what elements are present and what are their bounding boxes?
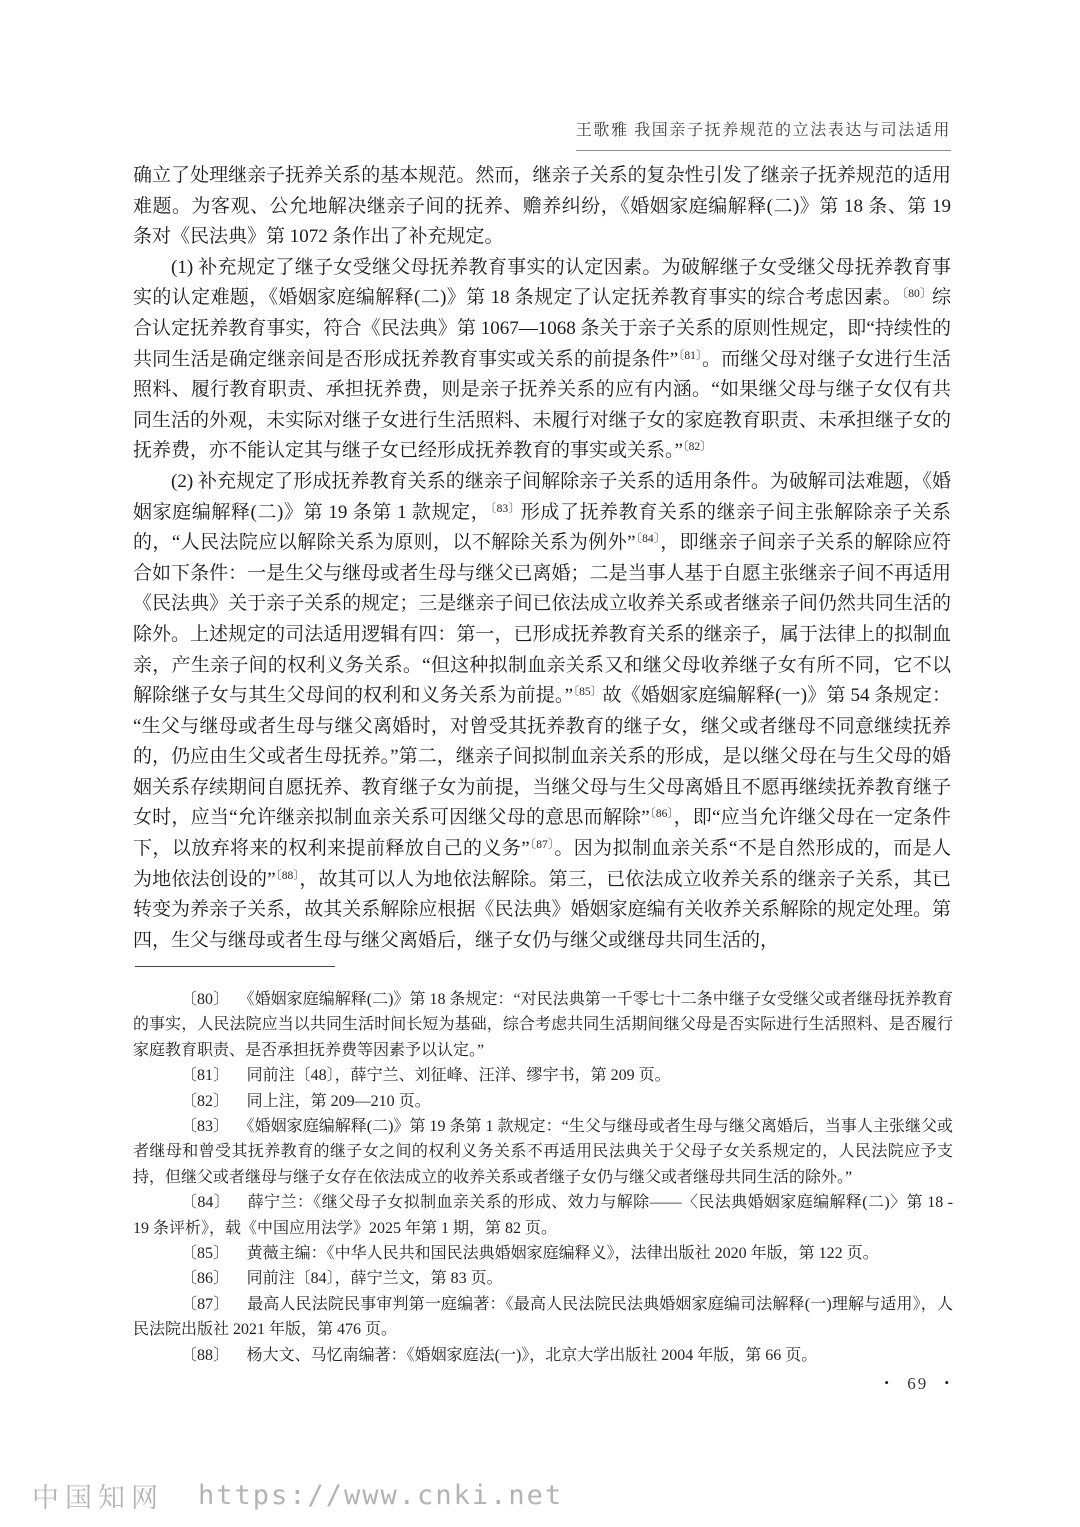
watermark-cnki-url: https://www.cnki.net [198,1480,564,1511]
footnote: 〔85〕 黄薇主编：《中华人民共和国民法典婚姻家庭编释义》，法律出版社 2020 年版，第 122 页。 [181,1245,879,1263]
page-number-dot-right: • [944,1375,951,1390]
article-body [133,161,951,956]
page-number [133,1374,951,1394]
footnote-label: 〔85〕 [181,1245,230,1263]
footnote-label: 〔86〕 [181,1270,230,1288]
footnote-divider [135,966,335,967]
footnote: 〔82〕 同上注，第 209—210 页。 [181,1092,431,1110]
footnote-ref: 〔84〕 [635,533,661,546]
footnote-ref: 〔87〕 [529,839,555,852]
footnote-ref: 〔88〕 [275,869,300,882]
footnote-ref: 〔85〕 [573,686,603,699]
body-paragraph: (2) 补充规定了形成抚养教育关系的继亲子间解除亲子关系的适用条件。为破解司法难题，《婚姻家庭编解释(二)》第 19 条第 1 款规定，$^{〔83〕}$形成了抚养教育关系的继亲子间主张解除亲子关系的，“人民法院应以解除关系为原则，以不解除关系为例外”$^{〔84〕}$，即继亲子间亲子关系的解除应符合如下条件：一是生父与继母或者生母与继父已离婚；二是当事人基于自愿主张继亲子间不再适用《民法典》关于亲子关系的规定；三是继亲子间已依法成立收养关系或者继亲子间仍然共同生活的除外。上述规定的司法适用逻辑有四：第一，已形成抚养教育关系的继亲子，属于法律上的拟制血亲，产生亲子间的权利义务关系。“但这种拟制血亲关系又和继父母收养继子女有所不同，它不以解除继子女与其生父母间的权利和义务关系为前提。”$^{〔85〕}$故《婚姻家庭编解释(一)》第 54 条规定：“生父与继母或者生母与继父离婚时，对曾受其抚养教育的继子女，继父或者继母不同意继续抚养的，仍应由生父或者生母抚养。”第二，继亲子间拟制血亲关系的形成，是以继父母在与生父母的婚姻关系存续期间自愿抚养、教育继子女为前提，当继父母与生父母离婚且不愿再继续抚养教育继子女时，应当“允许继亲拟制血亲关系可因继父母的意思而解除”$^{〔86〕}$，即“应当允许继父母在一定条件下，以放弃将来的权利来提前释放自己的义务”$^{〔87〕}$。因为拟制血亲关系“不是自然形成的，而是人为地依法创设的”$^{〔88〕}$，故其可以人为地依法解除。第三，已依法成立收养关系的继亲子关系，其已转变为养亲子关系，故其关系解除应根据《民法典》婚姻家庭编有关收养关系解除的规定处理。第四，生父与继母或者生母与继父离婚后，继子女仍与继父或继母共同生活的， [133,470,952,951]
footnote-ref: 〔80〕 [902,288,932,301]
footnote-ref: 〔82〕 [682,441,712,454]
footnote: 〔86〕 同前注〔84〕，薛宁兰文，第 83 页。 [181,1270,503,1288]
footnote: 〔80〕 《婚姻家庭编解释(二)》第 18 条规定：“对民法典第一千零七十二条中继子女受继父或者继母抚养教育的事实，人民法院应当以共同生活时间长短为基础，综合考虑共同生活期间继父母是否实际进行生活照料、是否履行家庭教育职责、是否承担抚养费等因素予以认定。” [133,991,953,1059]
footnote-label: 〔81〕 [181,1067,230,1085]
page-number-value: 69 [907,1374,929,1393]
footnotes-section [133,966,953,1368]
footnote-label: 〔87〕 [181,1295,230,1313]
footnote-ref: 〔86〕 [649,808,674,821]
footnote: 〔81〕 同前注〔48〕，薛宁兰、刘征峰、汪洋、缪宇书，第 209 页。 [181,1067,671,1085]
footnote-label: 〔80〕 [181,991,230,1008]
footnote-label: 〔82〕 [181,1092,230,1110]
footnote: 〔83〕 《婚姻家庭编解释(二)》第 19 条第 1 款规定：“生父与继母或者生母与继父离婚后，当事人主张继父或者继母和曾受其抚养教育的继子女之间的权利义务关系不再适用民法典关于父母子女关系规定的，人民法院应予支持，但继父或者继母与继子女存在依法成立的收养关系或者继子女仍与继父或者继母共同生活的除外。” [133,1118,953,1186]
body-paragraph: (1) 补充规定了继子女受继父母抚养教育事实的认定因素。为破解继子女受继父母抚养教育事实的认定难题，《婚姻家庭编解释(二)》第 18 条规定了认定抚养教育事实的综合考虑因素。$^{〔80〕}$综合认定抚养教育事实，符合《民法典》第 1067—1068 条关于亲子关系的原则性规定，即“持续性的共同生活是确定继亲间是否形成抚养教育事实或关系的前提条件”$^{〔81〕}$。而继父母对继子女进行生活照料、履行教育职责、承担抚养费，则是亲子抚养关系的应有内涵。“如果继父母与继子女仅有共同生活的外观，未实际对继子女进行生活照料、未履行对继子女的家庭教育职责、未承担继子女的抚养费，亦不能认定其与继子女已经形成抚养教育的事实或关系。”$^{〔82〕}$ [133,256,951,462]
footnote-ref: 〔83〕 [490,502,521,515]
watermark [32,1476,563,1515]
footnote-label: 〔83〕 [181,1118,230,1136]
footnote-ref: 〔81〕 [678,349,702,362]
page-number-dot-left: • [884,1375,891,1390]
footnote: 〔87〕 最高人民法院民事审判第一庭编著：《最高人民法院民法典婚姻家庭编司法解释(一)理解与适用》，人民法院出版社 2021 年版，第 476 页。 [133,1295,953,1339]
footnote: 〔88〕 杨大文、马忆南编著：《婚姻家庭法(一)》，北京大学出版社 2004 年版，第 66 页。 [181,1346,818,1364]
running-header [133,117,951,151]
footnote-label: 〔84〕 [181,1194,231,1212]
running-header-title: 王歌雅 我国亲子抚养规范的立法表达与司法适用 [576,117,951,151]
watermark-cnki-label: 中国知网 [32,1483,164,1513]
body-paragraph: 确立了处理继亲子抚养关系的基本规范。然而，继亲子关系的复杂性引发了继亲子抚养规范的适用难题。为客观、公允地解决继亲子间的抚养、赡养纠纷，《婚姻家庭编解释(二)》第 18 条、第 19 条对《民法典》第 1072 条作出了补充规定。 [133,165,951,248]
footnote-label: 〔88〕 [181,1346,230,1364]
footnote: 〔84〕 薛宁兰：《继父母子女拟制血亲关系的形成、效力与解除——〈民法典婚姻家庭编解释(二)〉第 18 - 19 条评析》，载《中国应用法学》2025 年第 1 期，第 82 页。 [133,1194,953,1237]
